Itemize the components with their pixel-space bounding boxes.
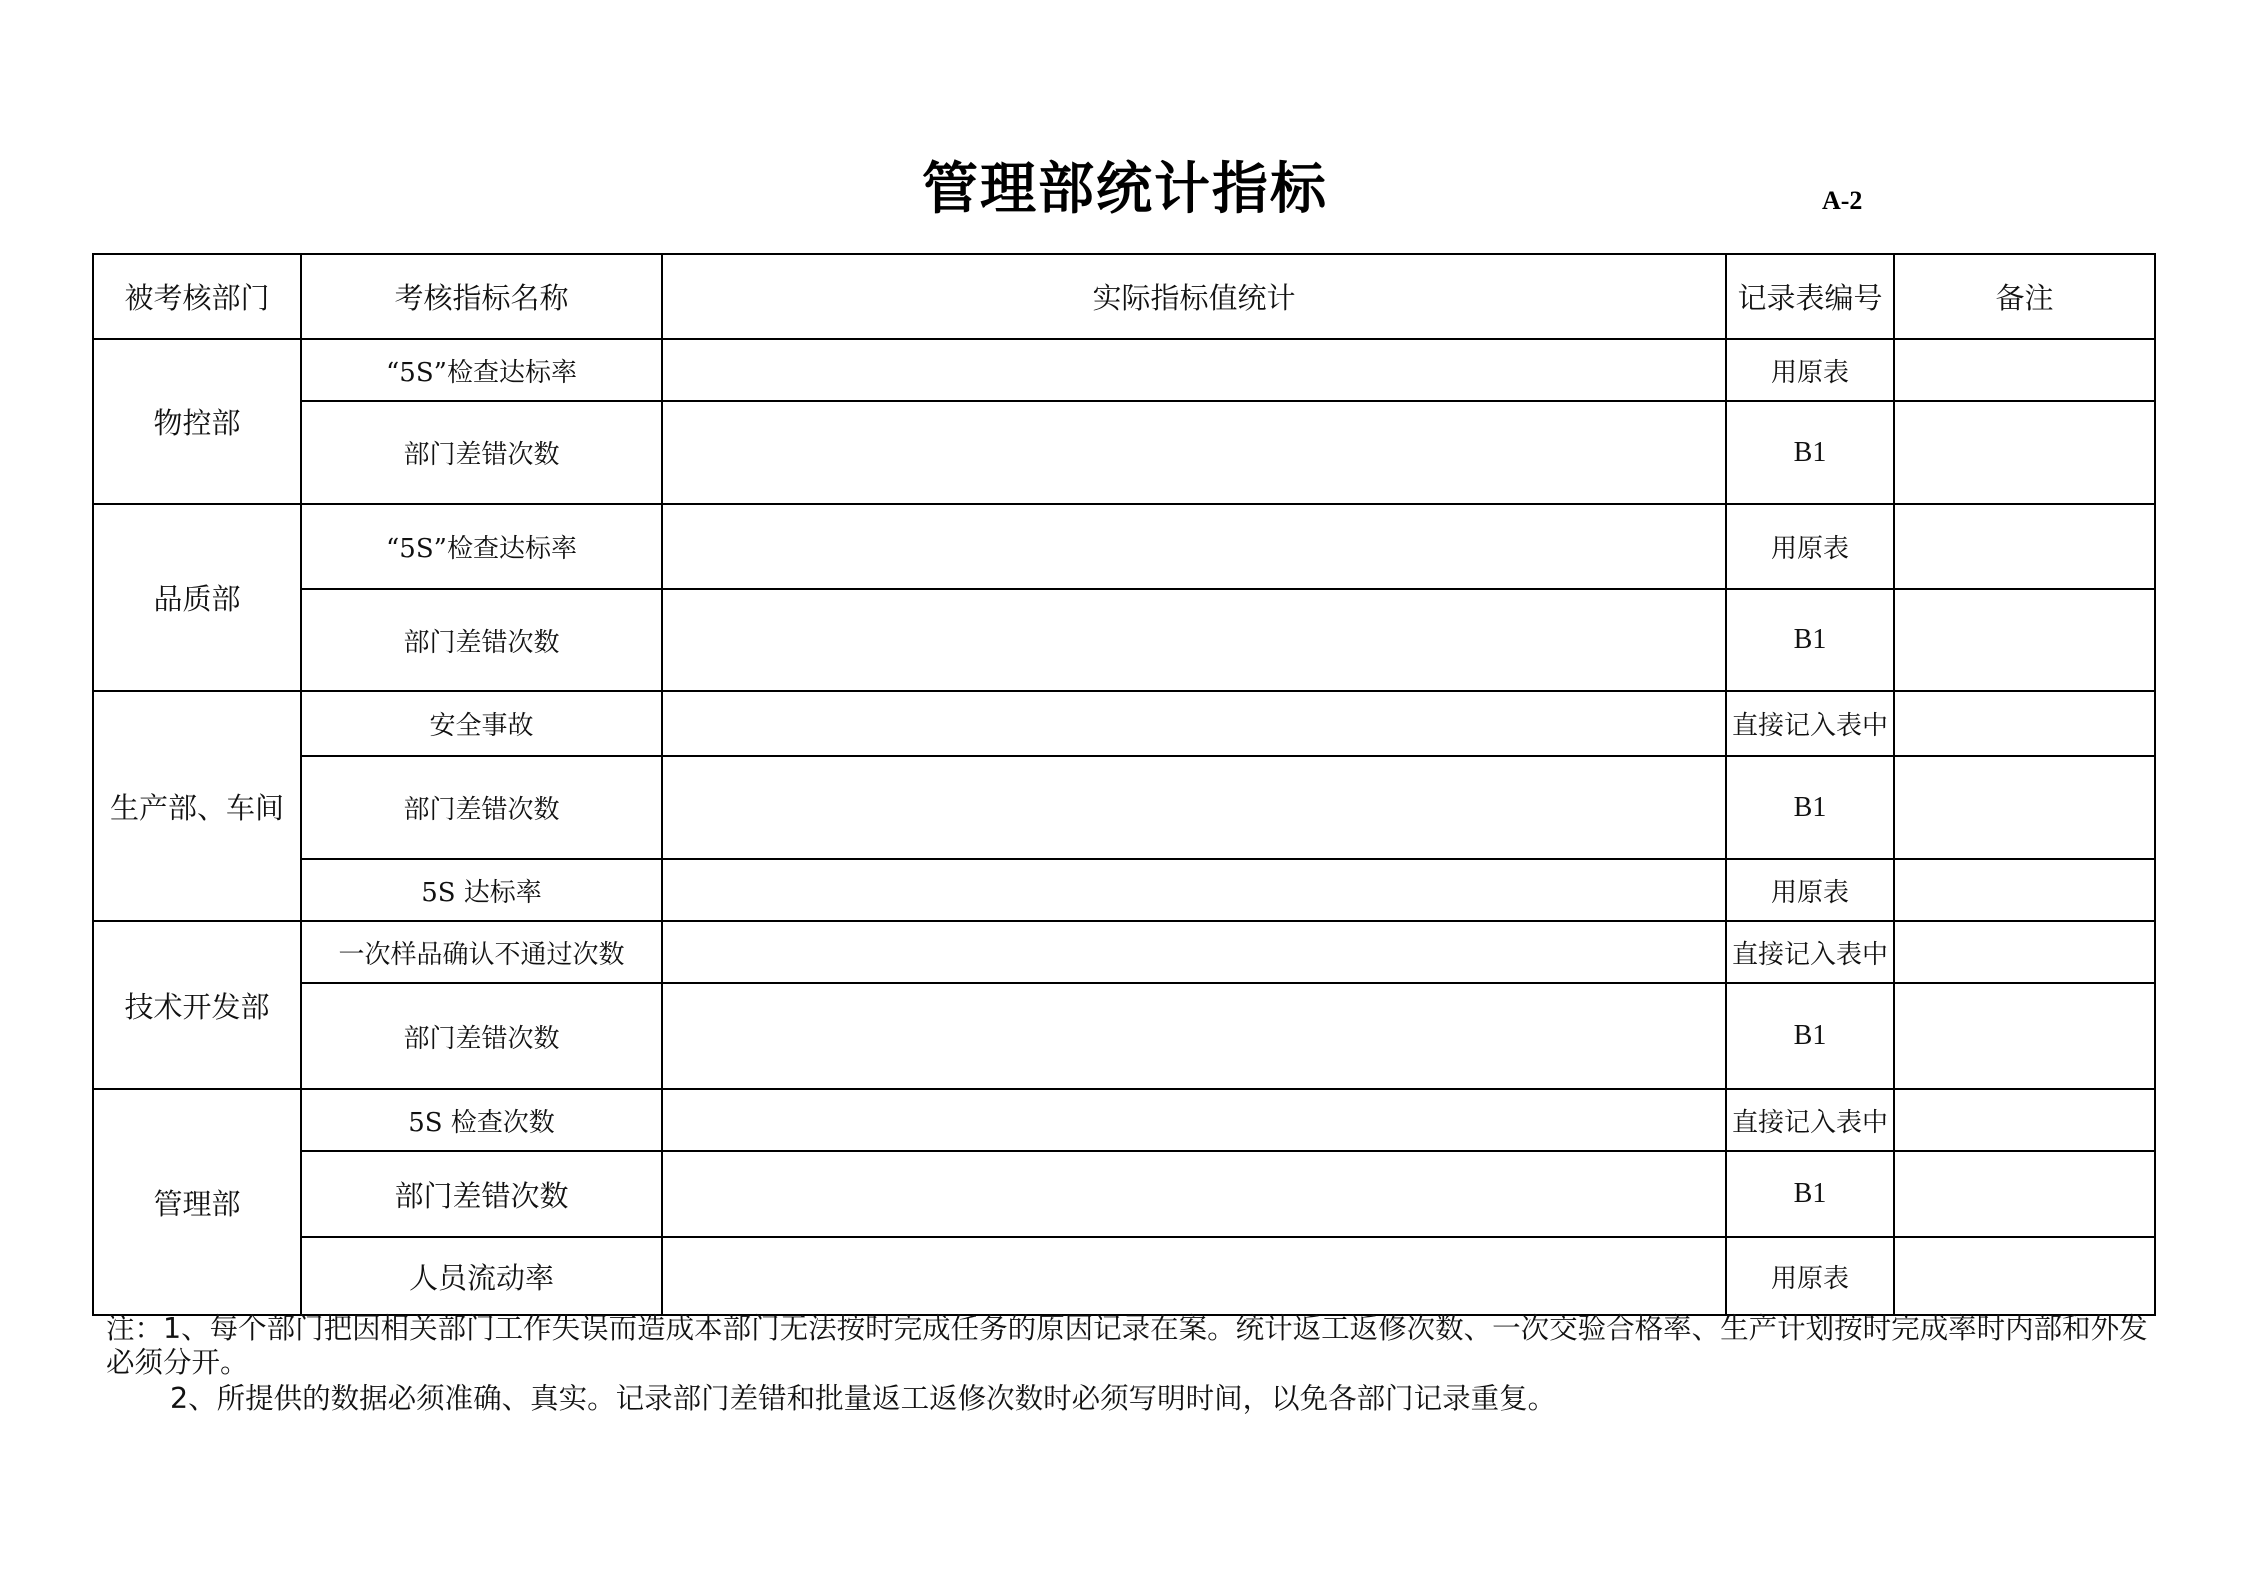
metric-cell: 部门差错次数 xyxy=(301,401,662,504)
department-cell: 物控部 xyxy=(93,339,301,504)
metric-cell: 5S 达标率 xyxy=(301,859,662,921)
value-input-cell[interactable] xyxy=(662,859,1726,921)
metric-cell: “5S”检查达标率 xyxy=(301,504,662,589)
department-cell: 品质部 xyxy=(93,504,301,691)
value-input-cell[interactable] xyxy=(662,921,1726,983)
value-input-cell[interactable] xyxy=(662,1151,1726,1237)
remark-input-cell[interactable] xyxy=(1894,691,2155,756)
record-cell: B1 xyxy=(1726,589,1894,691)
header-record-number: 记录表编号 xyxy=(1726,254,1894,339)
remark-input-cell[interactable] xyxy=(1894,859,2155,921)
value-input-cell[interactable] xyxy=(662,339,1726,401)
remark-input-cell[interactable] xyxy=(1894,1151,2155,1237)
remark-input-cell[interactable] xyxy=(1894,504,2155,589)
department-cell: 生产部、车间 xyxy=(93,691,301,921)
metric-cell: 部门差错次数 xyxy=(301,589,662,691)
footnotes xyxy=(106,1312,2156,1416)
record-cell: 用原表 xyxy=(1726,1237,1894,1315)
value-input-cell[interactable] xyxy=(662,504,1726,589)
table-row xyxy=(93,859,2155,921)
department-cell: 技术开发部 xyxy=(93,921,301,1089)
remark-input-cell[interactable] xyxy=(1894,339,2155,401)
record-cell: 直接记入表中 xyxy=(1726,691,1894,756)
metric-cell: 部门差错次数 xyxy=(301,1151,662,1237)
record-cell: 直接记入表中 xyxy=(1726,921,1894,983)
record-cell: B1 xyxy=(1726,983,1894,1089)
remark-input-cell[interactable] xyxy=(1894,983,2155,1089)
metrics-table xyxy=(92,253,2156,1316)
value-input-cell[interactable] xyxy=(662,1237,1726,1315)
record-cell: 用原表 xyxy=(1726,504,1894,589)
table-row xyxy=(93,589,2155,691)
table-row xyxy=(93,504,2155,589)
note-2: 2、所提供的数据必须准确、真实。记录部门差错和批量返工返修次数时必须写明时间，以免各部门记录重复。 xyxy=(170,1382,1557,1415)
table-row xyxy=(93,1151,2155,1237)
table-row xyxy=(93,339,2155,401)
table-row xyxy=(93,1089,2155,1151)
remark-input-cell[interactable] xyxy=(1894,1089,2155,1151)
record-cell: 直接记入表中 xyxy=(1726,1089,1894,1151)
header-remark: 备注 xyxy=(1894,254,2155,339)
table-row xyxy=(93,983,2155,1089)
metric-cell: 部门差错次数 xyxy=(301,983,662,1089)
form-code: A-2 xyxy=(1822,186,1863,215)
remark-input-cell[interactable] xyxy=(1894,589,2155,691)
header-department: 被考核部门 xyxy=(93,254,301,339)
value-input-cell[interactable] xyxy=(662,983,1726,1089)
header-row xyxy=(93,254,2155,339)
value-input-cell[interactable] xyxy=(662,1089,1726,1151)
record-cell: B1 xyxy=(1726,756,1894,859)
record-cell: B1 xyxy=(1726,401,1894,504)
remark-input-cell[interactable] xyxy=(1894,921,2155,983)
value-input-cell[interactable] xyxy=(662,589,1726,691)
value-input-cell[interactable] xyxy=(662,691,1726,756)
record-cell: 用原表 xyxy=(1726,339,1894,401)
remark-input-cell[interactable] xyxy=(1894,756,2155,859)
page-title: 管理部统计指标 xyxy=(922,157,1328,222)
record-cell: B1 xyxy=(1726,1151,1894,1237)
header-actual-value: 实际指标值统计 xyxy=(662,254,1726,339)
table-row xyxy=(93,756,2155,859)
header-metric-name: 考核指标名称 xyxy=(301,254,662,339)
table-row xyxy=(93,921,2155,983)
remark-input-cell[interactable] xyxy=(1894,401,2155,504)
department-cell: 管理部 xyxy=(93,1089,301,1315)
record-cell: 用原表 xyxy=(1726,859,1894,921)
metric-cell: 一次样品确认不通过次数 xyxy=(301,921,662,983)
table-row xyxy=(93,401,2155,504)
metric-cell: 5S 检查次数 xyxy=(301,1089,662,1151)
metric-cell: “5S”检查达标率 xyxy=(301,339,662,401)
table-row xyxy=(93,1237,2155,1315)
note-1: 注：1、每个部门把因相关部门工作失误而造成本部门无法按时完成任务的原因记录在案。统计返工返修次数、一次交验合格率、生产计划按时完成率时内部和外发必须分开。 xyxy=(106,1312,2148,1379)
metric-cell: 部门差错次数 xyxy=(301,756,662,859)
table-row xyxy=(93,691,2155,756)
metric-cell: 人员流动率 xyxy=(301,1237,662,1315)
value-input-cell[interactable] xyxy=(662,401,1726,504)
value-input-cell[interactable] xyxy=(662,756,1726,859)
remark-input-cell[interactable] xyxy=(1894,1237,2155,1315)
metric-cell: 安全事故 xyxy=(301,691,662,756)
